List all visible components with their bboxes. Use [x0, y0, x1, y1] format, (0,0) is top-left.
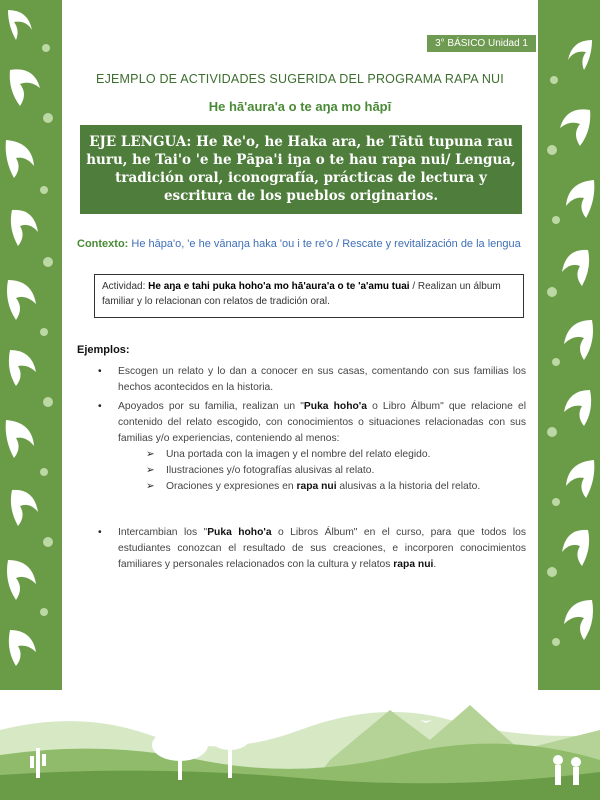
actividad-label: Actividad:	[102, 281, 149, 292]
page-subtitle: He hā'aura'a o te aŋa mo hāpī	[208, 99, 392, 114]
bullet-icon: •	[98, 366, 102, 377]
list-item: • Apoyados por su familia, realizan un "Puka hoho'a o Libro Álbum" que relacione el contenido del relato escogido, con conocimientos o situaciones relacionadas con sus familias y/o experiencias, conteniendo al menos:	[98, 401, 526, 444]
bullet-icon: •	[98, 527, 102, 538]
sub-list-item: ➢ Una portada con la imagen y el nombre del relato elegido.	[98, 447, 526, 463]
grade-badge: 3° BÁSICO Unidad 1	[427, 35, 536, 52]
actividad-rapanui: He aŋa e tahi puka hoho'a mo hā'aura'a o te 'a'amu tuai	[148, 281, 410, 292]
contexto-label: Contexto:	[77, 238, 129, 250]
example-list	[98, 364, 526, 573]
program-title: EJEMPLO DE ACTIVIDADES SUGERIDA DEL PROGRAMA RAPA NUI	[96, 72, 504, 86]
bullet-icon: •	[98, 401, 102, 412]
contexto-line	[77, 238, 521, 250]
actividad-box	[94, 274, 524, 318]
eje-lengua-banner	[80, 125, 522, 214]
ejemplos-heading: Ejemplos:	[77, 344, 130, 356]
sub-list-item: ➢ Oraciones y expresiones en rapa nui alusivas a la historia del relato.	[98, 479, 526, 495]
footer-landscape-illustration	[0, 690, 600, 800]
sub-list-item: ➢ Ilustraciones y/o fotografías alusivas al relato.	[98, 463, 526, 479]
arrow-bullet-icon: ➢	[146, 449, 155, 460]
arrow-bullet-icon: ➢	[146, 481, 155, 492]
contexto-text: He hāpa'o, 'e he vānaŋa haka 'ou i te re'o / Rescate y revitalización de la lengua	[128, 238, 521, 250]
list-item: • Escogen un relato y lo dan a conocer en sus casas, comentando con sus familias los hechos acontecidos en la historia.	[98, 366, 526, 393]
arrow-bullet-icon: ➢	[146, 465, 155, 476]
eje-lengua-text: EJE LENGUA: He Re'o, he Haka ara, he Tātū tupuna rau huru, he Tai'o 'e he Pāpa'i iŋa o te hau rapa nui/ Lengua, tradición oral, iconografía, prácticas de lectura y escritura de los pueblos originarios.	[86, 134, 516, 204]
actividad-text: / Realizan un álbum familiar y lo relacionan con relatos de tradición oral.	[102, 281, 501, 307]
list-item: • Intercambian los "Puka hoho'a o Libros Álbum" en el curso, para que todos los estudiantes conozcan el resultado de sus creaciones, e incorporen conocimientos familiares y personales relacionados con la cultura y relatos rapa nui.	[98, 527, 526, 570]
